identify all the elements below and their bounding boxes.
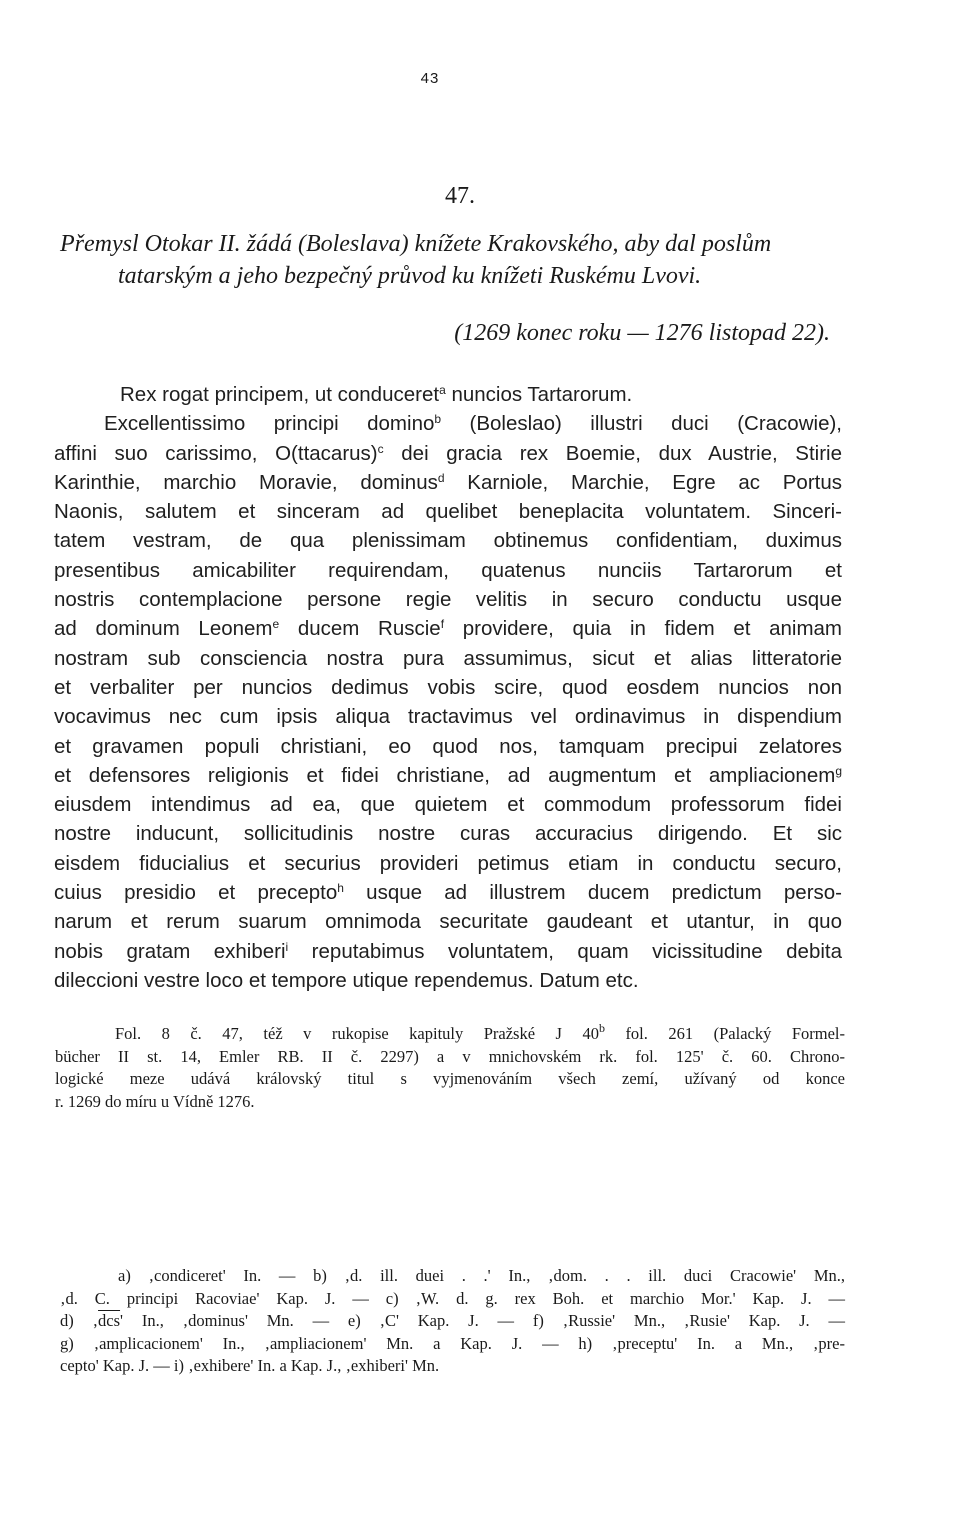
footnote-mark-a: a <box>439 383 446 397</box>
body-line: narum et rerum suarum omnimoda securitate gaudeant et utantur, in quo <box>54 910 842 934</box>
heading-line-2: tatarským a jeho bezpečný průvod ku knížeti Ruskému Lvovi. <box>118 263 702 289</box>
apparatus-line: a) ‚condiceret' In. — b) ‚d. ill. duei . .' In., ‚dom. . . ill. duci Cracowie' Mn., <box>118 1266 845 1285</box>
note-line: logické meze udává královský titul s vyjmenováním všech zemí, užívaný od konce <box>55 1069 845 1089</box>
page-number: 43 <box>420 70 440 87</box>
note-line: Fol. 8 č. 47, též v rukopise kapituly Pražské J 40$^b$ fol. 261 (Palacký Formel- <box>115 1021 845 1043</box>
body-line: eiusdem intendimus ad ea, que quietem et commodum professorum fidei <box>54 793 842 817</box>
summary-text: Rex rogat principem, ut conduceret <box>120 383 440 406</box>
body-line: nobis gratam exhiberi$^i$ reputabimus voluntatem, quam vicissitudine debita <box>54 939 842 963</box>
heading-line-1: Přemysl Otokar II. žádá (Boleslava) knížete Krakovského, aby dal poslům <box>60 231 772 257</box>
source-note <box>55 1023 845 1114</box>
summary-text-end: nuncios Tartarorum. <box>445 383 633 406</box>
body-line: Excellentissimo principi domino$^b$ (Boleslao) illustri duci (Cracowie), <box>104 412 842 436</box>
summary-line <box>54 380 842 409</box>
footnote-mark-i: i <box>285 939 289 954</box>
body-line: Naonis, salutem et sinceram ad quelibet beneplacita voluntatem. Sinceri- <box>54 500 842 524</box>
body-line: affini suo carissimo, O(ttacarus)$^c$ dei gracia rex Boemie, dux Austrie, Stirie <box>54 441 842 465</box>
abbreviation-dcs: $\overline{dcs}$ <box>98 1311 121 1330</box>
body-line: et defensores religionis et fidei christiane, ad augmentum et ampliacionem$^g$ <box>54 763 842 787</box>
body-line: cuius presidio et precepto$^h$ usque ad illustrem ducem predictum perso- <box>54 881 842 905</box>
footnote-mark-b: b <box>434 412 442 427</box>
footnote-mark-d: d <box>437 470 445 485</box>
document-dating: (1269 konec roku — 1276 listopad 22). <box>454 320 830 346</box>
footnote-mark-e: e <box>272 617 280 632</box>
body-line: nostris contemplacione persone regie velitis in securo conductu usque <box>54 588 842 612</box>
apparatus-line: cepto' Kap. J. — i) ‚exhibere' In. a Kap. J., ‚exhiberi' Mn. <box>60 1356 440 1375</box>
note-line: bücher II st. 14, Emler RB. II č. 2297) a v mnichovském rk. fol. 125' č. 60. Chrono- <box>55 1046 845 1066</box>
body-line: eisdem fiducialius et securius provideri petimus etiam in conductu securo, <box>54 851 842 875</box>
body-line: nostre inducunt, sollicitudinis nostre curas accuracius dirigendo. Et sic <box>54 822 842 846</box>
body-line: presentibus amicabiliter requirendam, quatenus nunciis Tartarorum et <box>54 558 842 582</box>
note-line: r. 1269 do míru u Vídně 1276. <box>55 1092 255 1112</box>
body-line: Karinthie, marchio Moravie, dominus$^d$ Karniole, Marchie, Egre ac Portus <box>54 470 842 494</box>
document-heading <box>60 228 850 292</box>
document-number: 47. <box>445 183 475 209</box>
body-line: nostram sub consciencia nostra pura assumimus, sicut et alias litteratorie <box>54 646 842 670</box>
document-body <box>54 380 842 995</box>
critical-apparatus <box>60 1265 845 1378</box>
apparatus-line: g) ‚amplicacionem' In., ‚ampliacionem' Mn. a Kap. J. — h) ‚preceptu' In. a Mn., ‚pre- <box>60 1333 845 1353</box>
body-line: et gravamen populi christiani, eo quod nos, tamquam precipui zelatores <box>54 734 842 758</box>
body-line: vocavimus nec cum ipsis aliqua tractavimus vel ordinavimus in dispendium <box>54 705 842 729</box>
note-superscript-b: b <box>598 1021 605 1035</box>
body-line: dileccioni vestre loco et tempore utique rependemus. Datum etc. <box>54 968 639 992</box>
footnote-mark-c: c <box>377 441 384 456</box>
body-line: tatem vestram, de qua plenissimam obtinemus confidentiam, duximus <box>54 529 842 553</box>
apparatus-line: d) $‚\overline{dcs}'$ In., ‚dominus' Mn. — e) ‚C' Kap. J. — f) ‚Russie' Mn., ‚Rusie' Kap. J. — <box>60 1311 845 1330</box>
body-line: ad dominum Leonem$^e$ ducem Ruscie$^f$ providere, quia in fidem et animam <box>54 617 843 641</box>
footnote-mark-g: g <box>835 763 842 778</box>
footnote-mark-h: h <box>337 881 344 896</box>
body-line: et verbaliter per nuncios dedimus vobis scire, quod eosdem nuncios non <box>54 675 842 699</box>
footnote-mark-f: f <box>440 617 445 632</box>
apparatus-line: ‚d. C. principi Racoviae' Kap. J. — c) ‚W. d. g. rex Boh. et marchio Mor.' Kap. J. — <box>60 1288 845 1308</box>
